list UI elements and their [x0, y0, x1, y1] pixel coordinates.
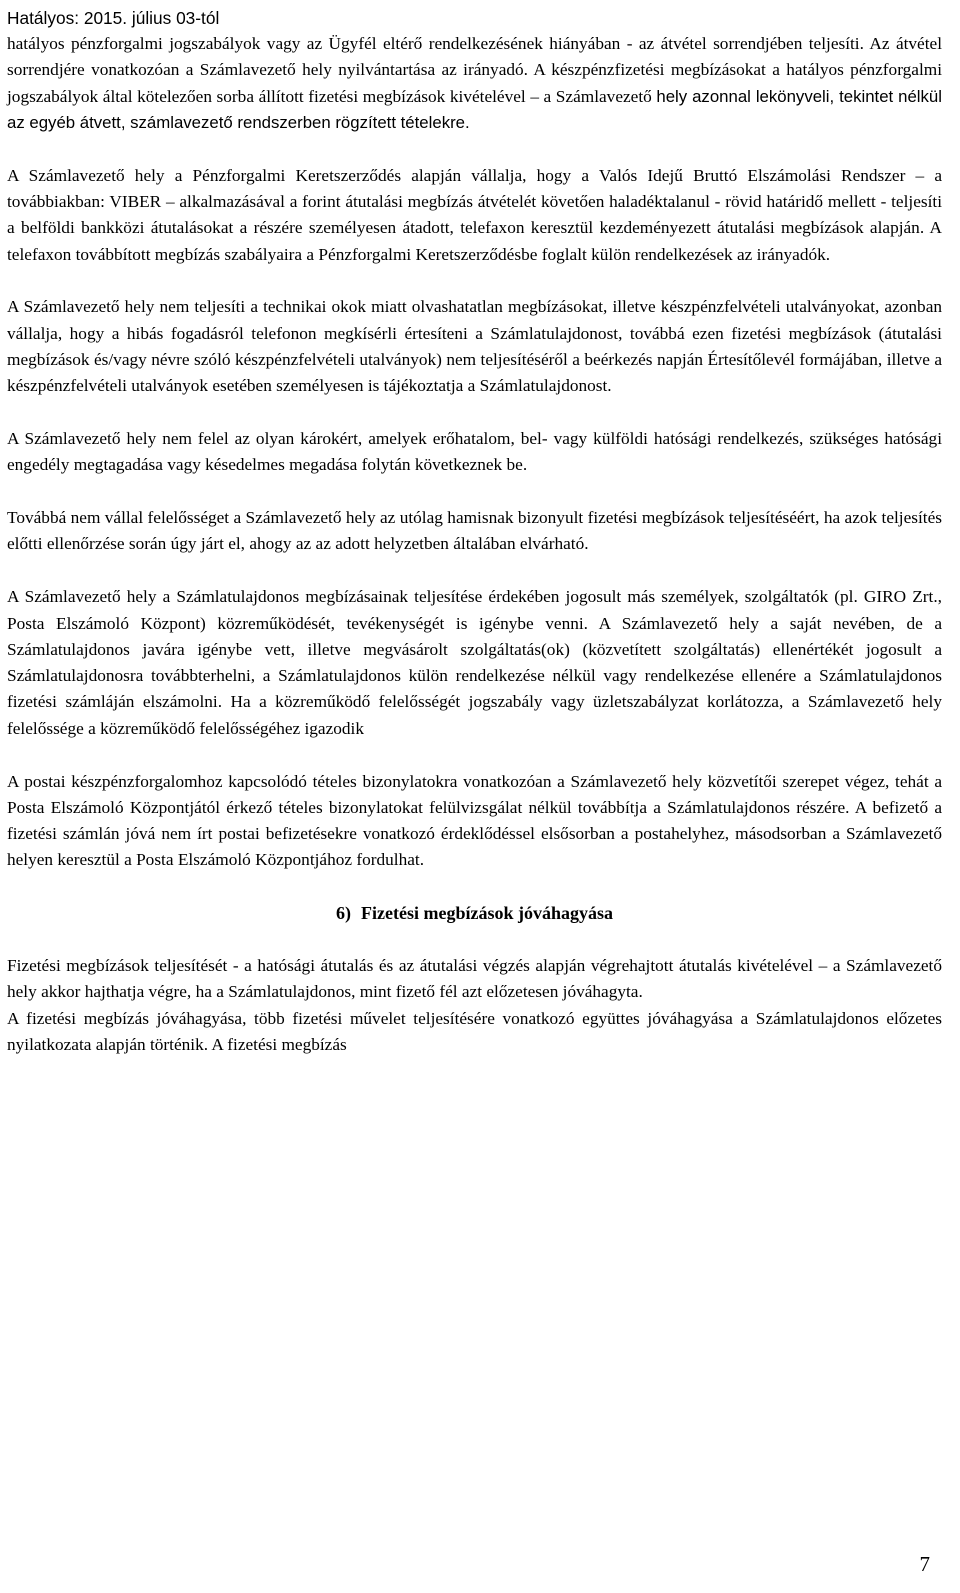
paragraph-execution-order — [7, 31, 942, 136]
paragraph-viber: A Számlavezető hely a Pénzforgalmi Keretszerződés alapján vállalja, hogy a Valós Idejű Bruttó Elszámolási Rendszer – a továbbiakban: VIBER – alkalmazásával a forint átutalási megbízás átvételét követően haladéktalanul - rövid határidő mellett - teljesíti a belföldi bankközi átutalásokat a részére személyesen átadott, telefaxon keresztül kezdeményezett átutalási megbízások alapján. A telefaxon továbbított megbízás szabályaira a Pénzforgalmi Keretszerződésbe foglalt külön rendelkezések az irányadók. — [7, 165, 942, 264]
paragraph-execution-order-sans-text: hely azonnal lekönyveli, tekintet nélkül az egyéb átvett, számlavezető rendszerben rögzített tételekre. — [7, 86, 942, 132]
paragraph-approval-declaration: A fizetési megbízás jóváhagyása, több fizetési művelet teljesítésére vonatkozó együttes jóváhagyása a Számlatulajdonos előzetes nyilatkozata alapján történik. A fizetési megbízás — [7, 1008, 942, 1054]
paragraph-third-party-services: A Számlavezető hely a Számlatulajdonos megbízásainak teljesítése érdekében jogosult más személyek, szolgáltatók (pl. GIRO Zrt., Posta Elszámoló Központ) közreműködését, tevékenységét is igénybe venni. A Számlavezető hely a saját nevében, de a Számlatulajdonos javára igénybe vett, illetve megvásárolt szolgáltatás(ok) (közvetített szolgáltatás) ellenértékét jogosult a Számlatulajdonosra továbbterhelni, a Számlatulajdonos külön rendelkezése nélkül vagy rendelkezése ellenére a Számlatulajdonos fizetési számláján elszámolni. Ha a közreműködő felelősségét jogszabály vagy üzletszabályzat korlátozza, a Számlavezető hely felelőssége a közreműködő felelősségéhez igazodik — [7, 587, 942, 738]
paragraph-postal-cash: A postai készpénzforgalomhoz kapcsolódó tételes bizonylatokra vonatkozóan a Számlavezető hely közvetítői szerepet végez, tehát a Posta Elszámoló Központjától érkező tételes bizonylatokat felülvizsgálat nélkül továbbítja a Számlatulajdonos részére. A befizető a fizetési számlán jóvá nem írt postai befizetésekre vonatkozó érdeklődéssel elsősorban a postahelyhez, másodsorban a Számlavezető helyen keresztül a Posta Elszámoló Központjához fordulhat. — [7, 771, 942, 870]
paragraph-approval-requirement: Fizetési megbízások teljesítését - a hatósági átutalás és az átutalási végzés alapján végrehajtott átutalás kivételével – a Számlavezető hely akkor hajthatja végre, ha a Számlatulajdonos, mint fizető fél azt előzetesen jóváhagyta. — [7, 956, 942, 1002]
section-title: Fizetési megbízások jóváhagyása — [361, 903, 613, 924]
page-number: 7 — [919, 1552, 930, 1576]
paragraph-unreadable-orders: A Számlavezető hely nem teljesíti a technikai okok miatt olvashatatlan megbízásokat, illetve készpénzfelvételi utalványokat, azonban vállalja, hogy a hibás fogadásról telefonon megkísérli értesíteni a Számlatulajdonost, továbbá ezen fizetési megbízások (átutalási megbízások és/vagy névre szóló készpénzfelvételi utalványok) nem teljesítéséről a beérkezés napján Értesítőlevél formájában, illetve a készpénzfelvételi utalványok esetében személyesen is tájékoztatja a Számlatulajdonost. — [7, 297, 942, 396]
paragraph-execution-order-text: hatályos pénzforgalmi jogszabályok vagy az Ügyfél eltérő rendelkezésének hiányában - az átvétel sorrendjében teljesíti. Az átvétel sorrendjére vonatkozóan a Számlavezető hely nyilvántartása az irányadó. A készpénzfizetési megbízásokat a hatályos pénzforgalmi jogszabályok által kötelezően sorba állított fizetési megbízások kivételével – a Számlavezető — [7, 34, 942, 106]
section-number: 6) — [336, 903, 351, 924]
paragraph-force-majeure: A Számlavezető hely nem felel az olyan károkért, amelyek erőhatalom, bel- vagy külföldi hatósági rendelkezés, szükséges hatósági engedély megtagadása vagy késedelmes megadása folytán következnek be. — [7, 429, 942, 475]
paragraph-forged-orders: Továbbá nem vállal felelősséget a Számlavezető hely az utólag hamisnak bizonyult fizetési megbízások teljesítéséért, ha azok teljesítés előtti ellenőrzése során úgy járt el, ahogy az az adott helyzetben általában elvárható. — [7, 508, 942, 554]
section-heading — [7, 900, 942, 926]
document-body — [7, 31, 942, 1058]
effective-date-header: Hatályos: 2015. július 03-tól — [7, 8, 220, 28]
